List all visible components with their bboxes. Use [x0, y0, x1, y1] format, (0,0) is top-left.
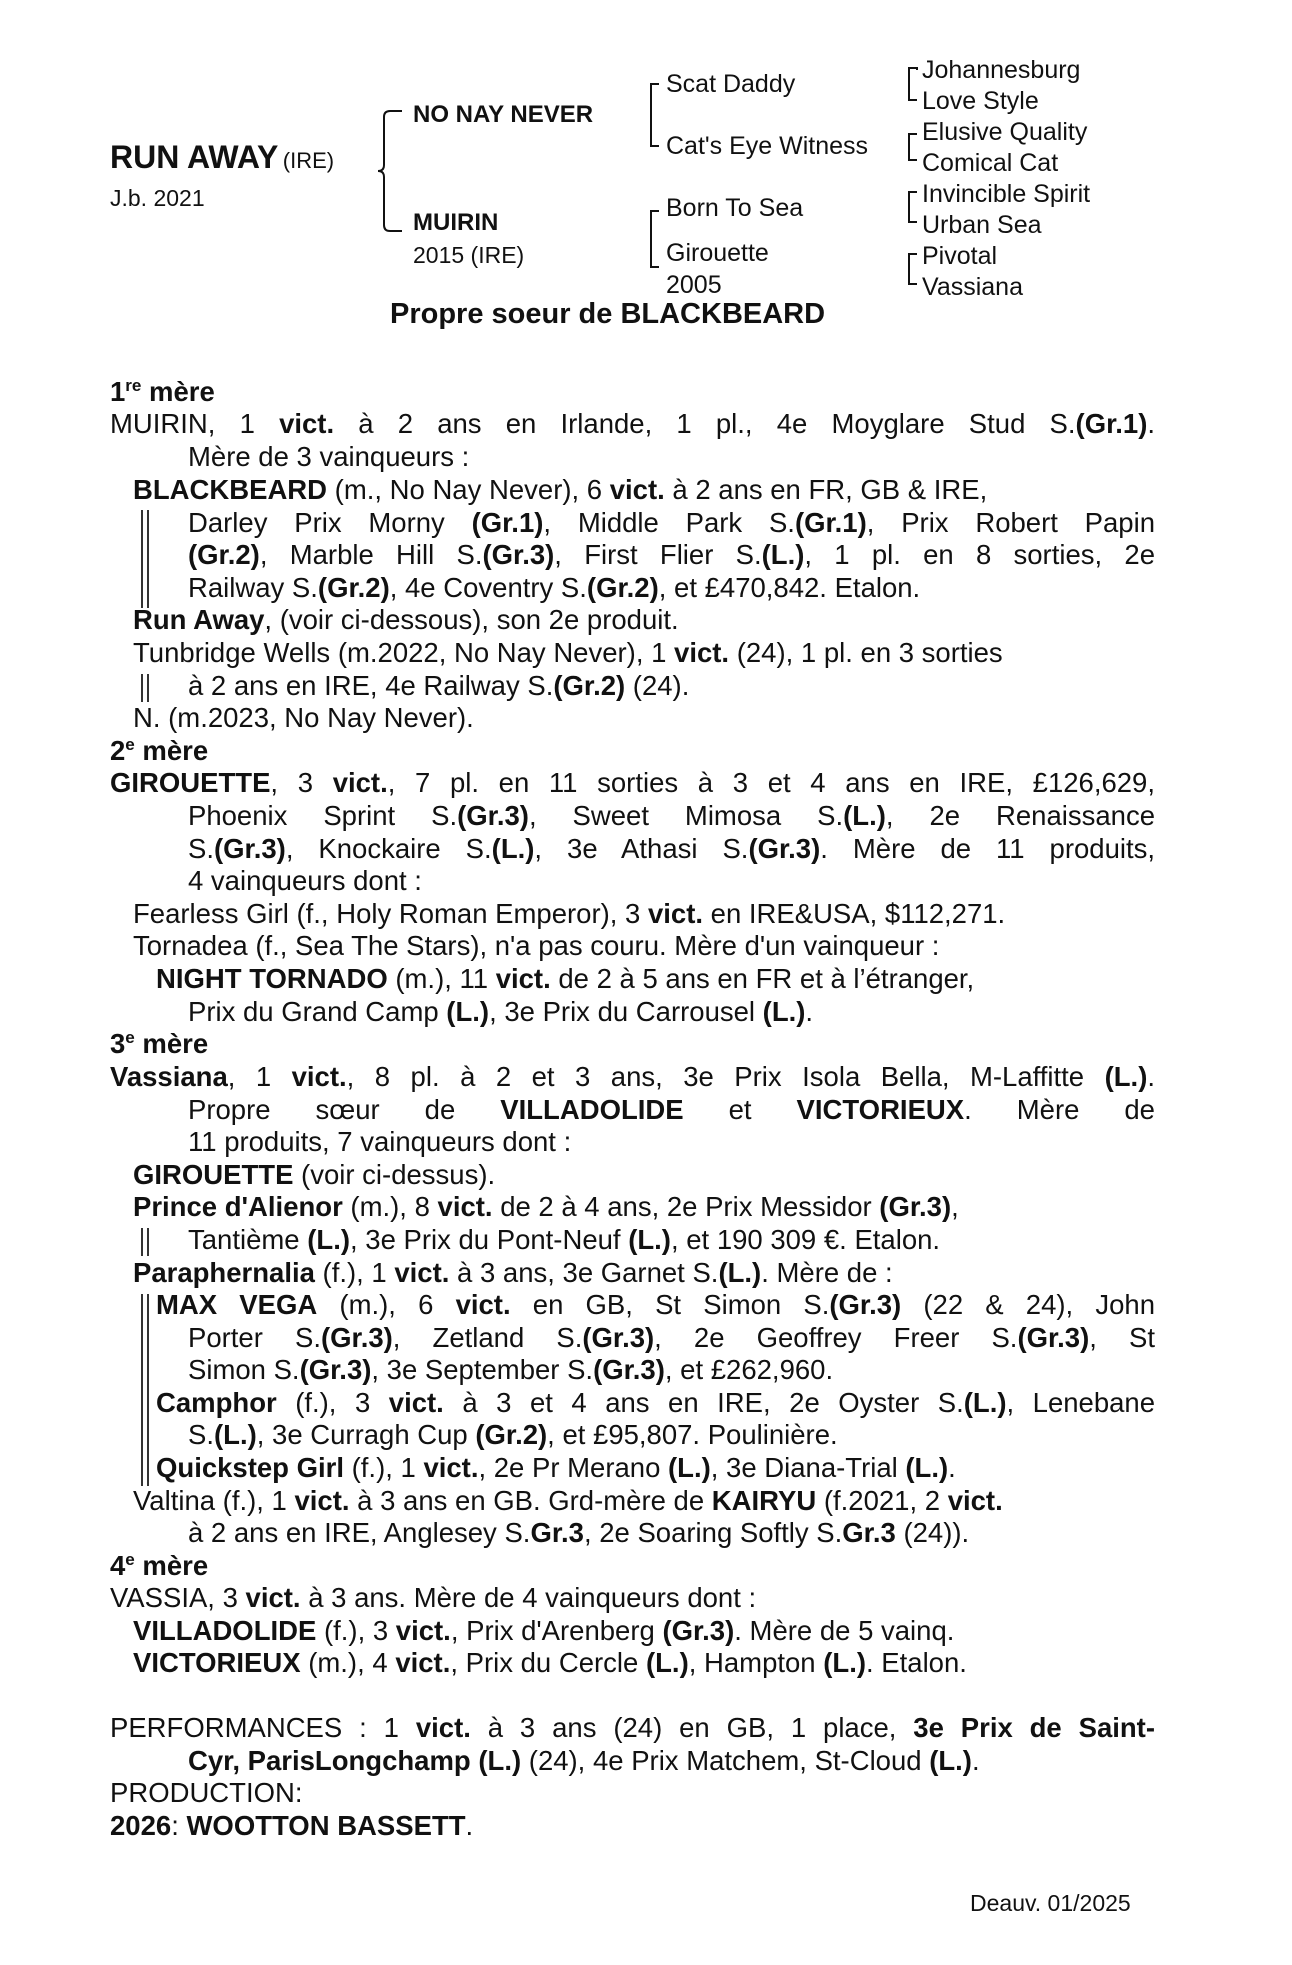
- indent-bar: [141, 510, 149, 608]
- indent-bar: [141, 1294, 149, 1486]
- list-item: Run Away, (voir ci-dessous), son 2e produit.: [133, 604, 679, 635]
- ggp-6: Urban Sea: [922, 211, 1042, 239]
- list-item: Darley Prix Morny (Gr.1), Middle Park S.(Gr.1), Prix Robert Papin: [188, 507, 1155, 538]
- list-item: Prix du Grand Camp (L.), 3e Prix du Carrousel (L.).: [188, 996, 814, 1027]
- list-item: Prince d'Alienor (m.), 8 vict. de 2 à 4 ans, 2e Prix Messidor (Gr.3),: [133, 1191, 959, 1222]
- indent-bar: [141, 1228, 149, 1256]
- ggp-7: Pivotal: [922, 242, 998, 270]
- first-dam-heading: 1re mère: [110, 375, 215, 407]
- second-dam-line: Phoenix Sprint S.(Gr.3), Sweet Mimosa S.(L.), 2e Renaissance: [188, 800, 1155, 831]
- granddam-2: Girouette: [666, 239, 769, 267]
- sister-note: Propre soeur de BLACKBEARD: [390, 298, 826, 330]
- horse-origin: (IRE): [282, 148, 335, 173]
- ggp-5: Invincible Spirit: [922, 180, 1091, 208]
- performances-line: PERFORMANCES : 1 vict. à 3 ans (24) en GB, 1 place, 3e Prix de Saint-: [110, 1712, 1155, 1743]
- list-item: (Gr.2), Marble Hill S.(Gr.3), First Flier S.(L.), 1 pl. en 8 sorties, 2e: [188, 539, 1155, 570]
- grandsire-2: Cat's Eye Witness: [666, 132, 869, 160]
- second-dam-line: 4 vainqueurs dont :: [188, 865, 422, 896]
- grandsire-1: Scat Daddy: [666, 70, 796, 98]
- list-item: NIGHT TORNADO (m.), 11 vict. de 2 à 5 ans en FR et à l’étranger,: [156, 963, 975, 994]
- third-dam-line: Propre sœur de VILLADOLIDE et VICTORIEUX. Mère de: [188, 1094, 1155, 1125]
- dam-info: 2015 (IRE): [413, 242, 525, 268]
- sire-parents-bracket: [645, 80, 665, 160]
- horse-name: RUN AWAY: [110, 139, 279, 175]
- list-item: Railway S.(Gr.2), 4e Coventry S.(Gr.2), et £470,842. Etalon.: [188, 572, 921, 603]
- ggp-4: Comical Cat: [922, 149, 1059, 177]
- list-item: VILLADOLIDE (f.), 3 vict., Prix d'Arenberg (Gr.3). Mère de 5 vainq.: [133, 1615, 955, 1646]
- third-dam-heading: 3e mère: [110, 1027, 209, 1059]
- production-line: 2026: WOOTTON BASSETT.: [110, 1810, 474, 1841]
- list-item: Porter S.(Gr.3), Zetland S.(Gr.3), 2e Geoffrey Freer S.(Gr.3), St: [188, 1322, 1155, 1353]
- sire-dam-bracket: [378, 103, 408, 243]
- list-item: Simon S.(Gr.3), 3e September S.(Gr.3), et £262,960.: [188, 1354, 834, 1385]
- granddam-2-year: 2005: [666, 271, 722, 299]
- performances-line: Cyr, ParisLongchamp (L.) (24), 4e Prix Matchem, St-Cloud (L.).: [188, 1745, 980, 1776]
- footer-ref: Deauv. 01/2025: [970, 1890, 1131, 1916]
- list-item: Valtina (f.), 1 vict. à 3 ans en GB. Grd-mère de KAIRYU (f.2021, 2 vict.: [133, 1485, 1003, 1516]
- list-item: Tantième (L.), 3e Prix du Pont-Neuf (L.), et 190 309 €. Etalon.: [188, 1224, 941, 1255]
- list-item: à 2 ans en IRE, Anglesey S.Gr.3, 2e Soaring Softly S.Gr.3 (24)).: [188, 1517, 970, 1548]
- second-dam-line: GIROUETTE, 3 vict., 7 pl. en 11 sorties à 3 et 4 ans en IRE, £126,629,: [110, 767, 1155, 798]
- ggp-3: Elusive Quality: [922, 118, 1088, 146]
- list-item: N. (m.2023, No Nay Never).: [133, 702, 474, 733]
- production-label: PRODUCTION:: [110, 1777, 303, 1808]
- list-item: à 2 ans en IRE, 4e Railway S.(Gr.2) (24).: [188, 670, 690, 701]
- horse-sex-year: J.b. 2021: [110, 185, 205, 211]
- list-item: Tunbridge Wells (m.2022, No Nay Never), 1 vict. (24), 1 pl. en 3 sorties: [133, 637, 1003, 668]
- ggp-2: Love Style: [922, 87, 1039, 115]
- horse-title: [110, 139, 334, 176]
- list-item: Camphor (f.), 3 vict. à 3 et 4 ans en IRE, 2e Oyster S.(L.), Lenebane: [156, 1387, 1156, 1418]
- list-item: Fearless Girl (f., Holy Roman Emperor), 3 vict. en IRE&USA, $112,271.: [133, 898, 1006, 929]
- dam-name: MUIRIN: [413, 209, 499, 236]
- second-dam-line: S.(Gr.3), Knockaire S.(L.), 3e Athasi S.(Gr.3). Mère de 11 produits,: [188, 833, 1156, 864]
- list-item: Quickstep Girl (f.), 1 vict., 2e Pr Merano (L.), 3e Diana-Trial (L.).: [156, 1452, 956, 1483]
- first-dam-line: MUIRIN, 1 vict. à 2 ans en Irlande, 1 pl., 4e Moyglare Stud S.(Gr.1).: [110, 408, 1155, 439]
- third-dam-line: Vassiana, 1 vict., 8 pl. à 2 et 3 ans, 3e Prix Isola Bella, M-Laffitte (L.).: [110, 1061, 1155, 1092]
- ggp-8: Vassiana: [922, 273, 1023, 301]
- second-dam-heading: 2e mère: [110, 734, 209, 766]
- list-item: Tornadea (f., Sea The Stars), n'a pas couru. Mère d'un vainqueur :: [133, 930, 940, 961]
- list-item: MAX VEGA (m.), 6 vict. en GB, St Simon S.(Gr.3) (22 & 24), John: [156, 1289, 1156, 1320]
- first-dam-produce: Mère de 3 vainqueurs :: [188, 441, 470, 472]
- list-item: Paraphernalia (f.), 1 vict. à 3 ans, 3e Garnet S.(L.). Mère de :: [133, 1257, 893, 1288]
- ggp-brackets: [905, 64, 921, 364]
- list-item: GIROUETTE (voir ci-dessus).: [133, 1159, 496, 1190]
- sire-name: NO NAY NEVER: [413, 101, 594, 128]
- third-dam-line: 11 produits, 7 vainqueurs dont :: [188, 1126, 572, 1157]
- granddam-1: Born To Sea: [666, 194, 804, 222]
- list-item: BLACKBEARD (m., No Nay Never), 6 vict. à 2 ans en FR, GB & IRE,: [133, 474, 988, 505]
- indent-bar: [141, 674, 149, 702]
- dam-parents-bracket: [645, 207, 665, 277]
- list-item: S.(L.), 3e Curragh Cup (Gr.2), et £95,807. Poulinière.: [188, 1419, 838, 1450]
- fourth-dam-line: VASSIA, 3 vict. à 3 ans. Mère de 4 vainqueurs dont :: [110, 1582, 757, 1613]
- list-item: VICTORIEUX (m.), 4 vict., Prix du Cercle (L.), Hampton (L.). Etalon.: [133, 1647, 967, 1678]
- ggp-1: Johannesburg: [922, 56, 1081, 84]
- fourth-dam-heading: 4e mère: [110, 1549, 209, 1581]
